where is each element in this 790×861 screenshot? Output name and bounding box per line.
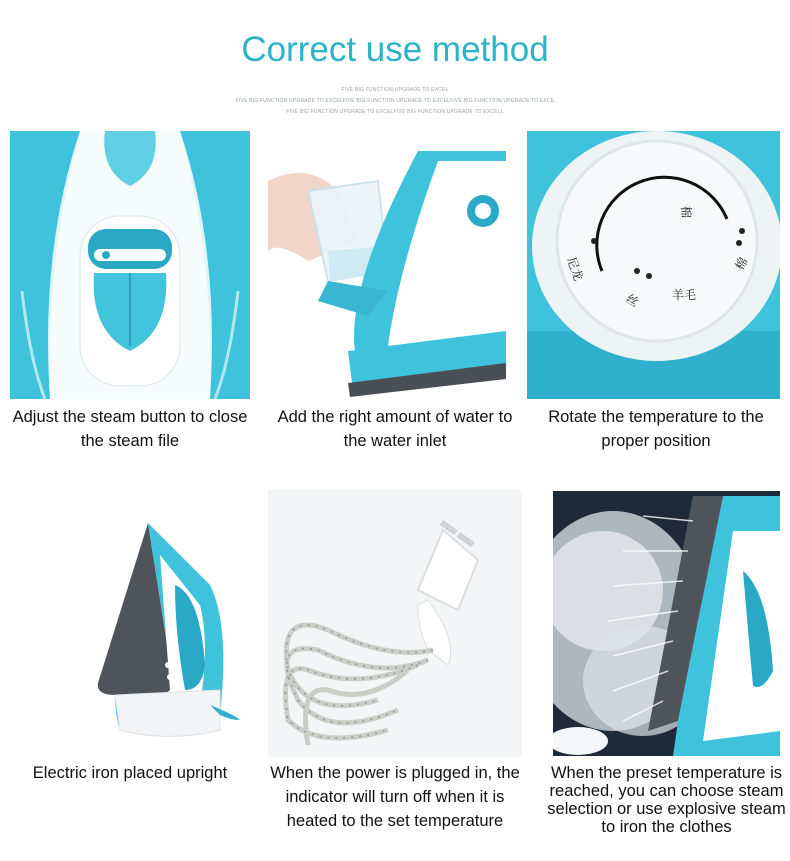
power-cord-plug-photo [268, 490, 522, 757]
temperature-dial-photo [527, 131, 780, 399]
dial-label-5: 尼龙 [564, 255, 586, 283]
subtitle-line-1: FIVE BIG FUNCTION UPGRADE TO EXCEL [341, 87, 449, 93]
step-6-caption: When the preset temperature is reached, you can choose steam selection or use explosive steam to iron the clothes [547, 764, 786, 836]
subtitle-line-3: FIVE BIG FUNCTION UPGRADE TO EXCELFIVE BIG FUNCTION UPGRADE TO EXCELL [286, 109, 504, 115]
dial-label-2: 棉 [732, 255, 751, 273]
upright-iron-photo [90, 515, 250, 747]
dial-label-1: 棉 [679, 206, 693, 219]
subtitle-line-2: FIVE BIG FUNCTION UPGRADE TO EXCELFIVE BIG FUNCTION UPGRADE TO EXCELFIVE BIG FUNCTION UPGRADE TO EXCE [235, 98, 555, 104]
step-1-caption: Adjust the steam button to close the steam file [12, 408, 248, 450]
page-title: Correct use method [241, 30, 549, 69]
step-2-caption: Add the right amount of water to the water inlet [277, 408, 513, 450]
dial-label-3: 羊毛 [672, 288, 697, 302]
steam-button-photo [10, 131, 250, 399]
dial-label-4: 丝 [623, 291, 641, 310]
water-pour-photo [268, 151, 506, 399]
steam-burst-photo [553, 491, 780, 756]
step-3-caption: Rotate the temperature to the proper position [548, 408, 764, 450]
step-4-caption: Electric iron placed upright [32, 764, 228, 782]
step-5-caption: When the power is plugged in, the indicator will turn off when it is heated to the set temperature [270, 764, 520, 830]
